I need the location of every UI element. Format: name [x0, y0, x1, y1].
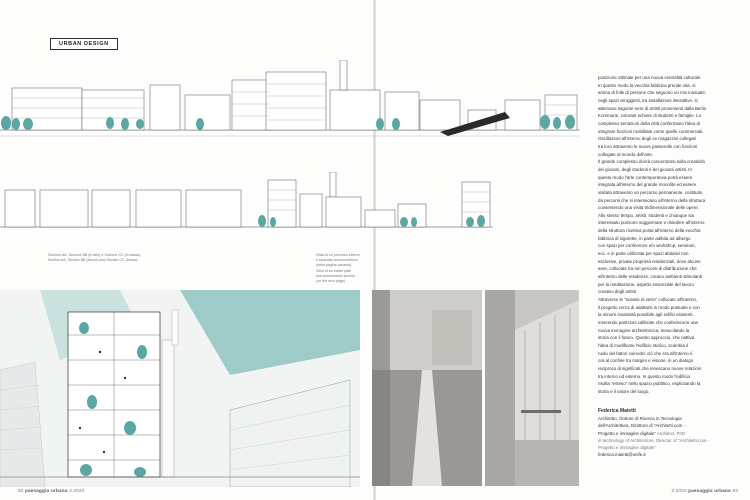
text-line: questo modo l'arte contemporanea potrà essere: [598, 174, 693, 180]
caption-line: and axonometric section: [316, 273, 355, 278]
caption-line: Vista di un percorso interno: [316, 253, 360, 257]
caption-line: e spaccato assonometrico: [316, 258, 358, 263]
interior-view-image-2: [485, 290, 579, 486]
folio-left: [18, 488, 85, 493]
text-line: creativo degli artisti.: [598, 289, 638, 295]
text-line: reciproco di significati che innescano nuove relazioni: [598, 365, 702, 371]
author-bio-line: Progetto e immagine digitale": [598, 430, 656, 436]
article-body: [598, 74, 744, 396]
issue-number: 3.2020: [671, 488, 687, 493]
caption-sections: [48, 253, 208, 263]
caption-line: (on the next page): [316, 279, 346, 284]
text-line: per la meditazione, aspetto essenziale del lavoro: [598, 281, 694, 287]
text-line: Il grande complesso dovrà concentrarsi sulla creatività: [598, 159, 705, 165]
text-line: risulta "esteso" nello spazio pubblico, esplicitando la: [598, 381, 701, 387]
text-line: anima di folle di persone che seguono un mix inusuale:: [598, 90, 707, 96]
text-line: collegate al mondo dell'arte.: [598, 151, 654, 157]
text-line: complesso seriazioni della città confermano l'idea di: [598, 120, 700, 126]
caption-line: View of an inside path: [316, 268, 352, 273]
author-bio-english: Architect, PhD: [655, 430, 686, 436]
author-name: Federica Maietti: [598, 408, 636, 414]
text-line: l'idea di modificare l'edificio storico, scambia il: [598, 342, 688, 348]
text-line: ecc. e in parte utilizzata per spazi abitativi non: [598, 251, 689, 257]
text-line: posizione ottimale per una nuova centralità culturale.: [598, 75, 702, 80]
text-line: all'interno delle residenze, creano ambienti stimolanti: [598, 274, 702, 280]
text-line: ora al confine tra margini e visione, in un dialogo: [598, 358, 694, 364]
text-line: In questo modo la vecchia fabbrica prende vita, si: [598, 82, 696, 88]
text-line: inserendo partizioni calibrate che conferiscono una: [598, 320, 698, 325]
text-line: Attraverso le "scatole di vetro" collocate all'interno,: [598, 297, 698, 303]
text-line: il progetto cerca di adattarsi in modo puntuale e con: [598, 304, 700, 310]
text-line: storia e il valore del luogo.: [598, 388, 650, 394]
author-bio-english: in technology of Architecture, Director of "Architetti.com -: [598, 437, 710, 443]
magazine-brand: paesaggio urbano: [25, 488, 68, 493]
text-line: visitata attraverso un percorso permanente, costituito: [598, 189, 703, 195]
text-line: integrata all'interno del grande monolite ed essere: [598, 182, 697, 188]
text-line: negli spazi arrugginiti, tra installazioni interattive, si: [598, 97, 698, 103]
text-line: la minore invasività possibile agli edifici esistenti,: [598, 312, 694, 318]
text-line: integrare funzioni mobilitate come quelle commerciali.: [598, 128, 704, 134]
caption-line: Section AA, Section BB (above) and Section CC (below): [48, 258, 138, 263]
text-line: dei giovani, degli studenti e dei giovani artisti. In: [598, 166, 692, 172]
magazine-brand: paesaggio urbano: [688, 488, 731, 493]
section-tag: URBAN DESIGN: [50, 38, 118, 50]
text-line: Oscillazioni all'interno degli ex magazzini collegati: [598, 136, 696, 142]
elevation-drawing-bottom: [0, 172, 493, 234]
page-number: 83: [732, 488, 738, 493]
author-bio-english: Progetto e immagine digitale": [598, 445, 656, 451]
text-line: da percorsi che si intersecano all'interno della struttura: [598, 197, 706, 203]
author-email[interactable]: federica.maietti@unife.it: [598, 452, 646, 458]
author-bio-line: Architetto, Dottore di Ricerca in Tecnologia: [598, 416, 682, 422]
text-line: storia con il futuro. Questo approccio, che riattiva: [598, 335, 695, 341]
text-line: nuova immagine architettonica, mescolando la: [598, 327, 690, 333]
author-block: [598, 408, 744, 458]
text-line: consentendo una visita tridimensionale delle opere.: [598, 205, 699, 211]
caption-line: Sezione AA, Sezione BB (in alto) e Sezione CC (in basso): [48, 253, 141, 257]
issue-number: 3.2020: [69, 488, 85, 493]
text-line: tra loro attraverso le nuove passerelle con funzioni: [598, 143, 698, 149]
text-line: alternano sagome nere di artisti provenienti dalla Berlin: [598, 105, 707, 111]
text-line: della struttura ricettiva posta all'interno della vecchia: [598, 228, 701, 234]
caption-line: (nella pagina accanto): [316, 263, 352, 268]
text-line: interessato possono soggiornare e risiedere all'interno: [598, 220, 705, 226]
text-line: fabbrica di sigarette, in parte adibita ad albergo: [598, 235, 691, 241]
text-line: Allo stesso tempo, artisti, studenti e chiunque sia: [598, 212, 694, 218]
folio-right: [671, 488, 738, 493]
text-line: ruolo dei fattori coinvolti: ciò che era all'interno è: [598, 350, 693, 356]
axonometric-section-drawing: [0, 290, 360, 487]
elevation-drawing-top: [0, 60, 580, 150]
text-line: aree, collocate tra nei percorsi di distribuzione che: [598, 266, 697, 272]
page-number: 82: [18, 488, 24, 493]
author-bio-line: dell'Architettura, Direttore di "Architetti.com -: [598, 423, 686, 429]
text-line: esclusive, private proprietà residenziali, dove alcune: [598, 258, 701, 264]
text-line: Kommune, colorate schiere di studenti e famiglie. Lo: [598, 113, 702, 119]
text-line: tra interno ed esterno. In questo modo l'edificio: [598, 373, 691, 379]
caption-views: [316, 253, 370, 284]
interior-view-image-1: [372, 290, 482, 486]
text-line: con spazi per conferenze e/o workshop, seminari,: [598, 243, 696, 249]
